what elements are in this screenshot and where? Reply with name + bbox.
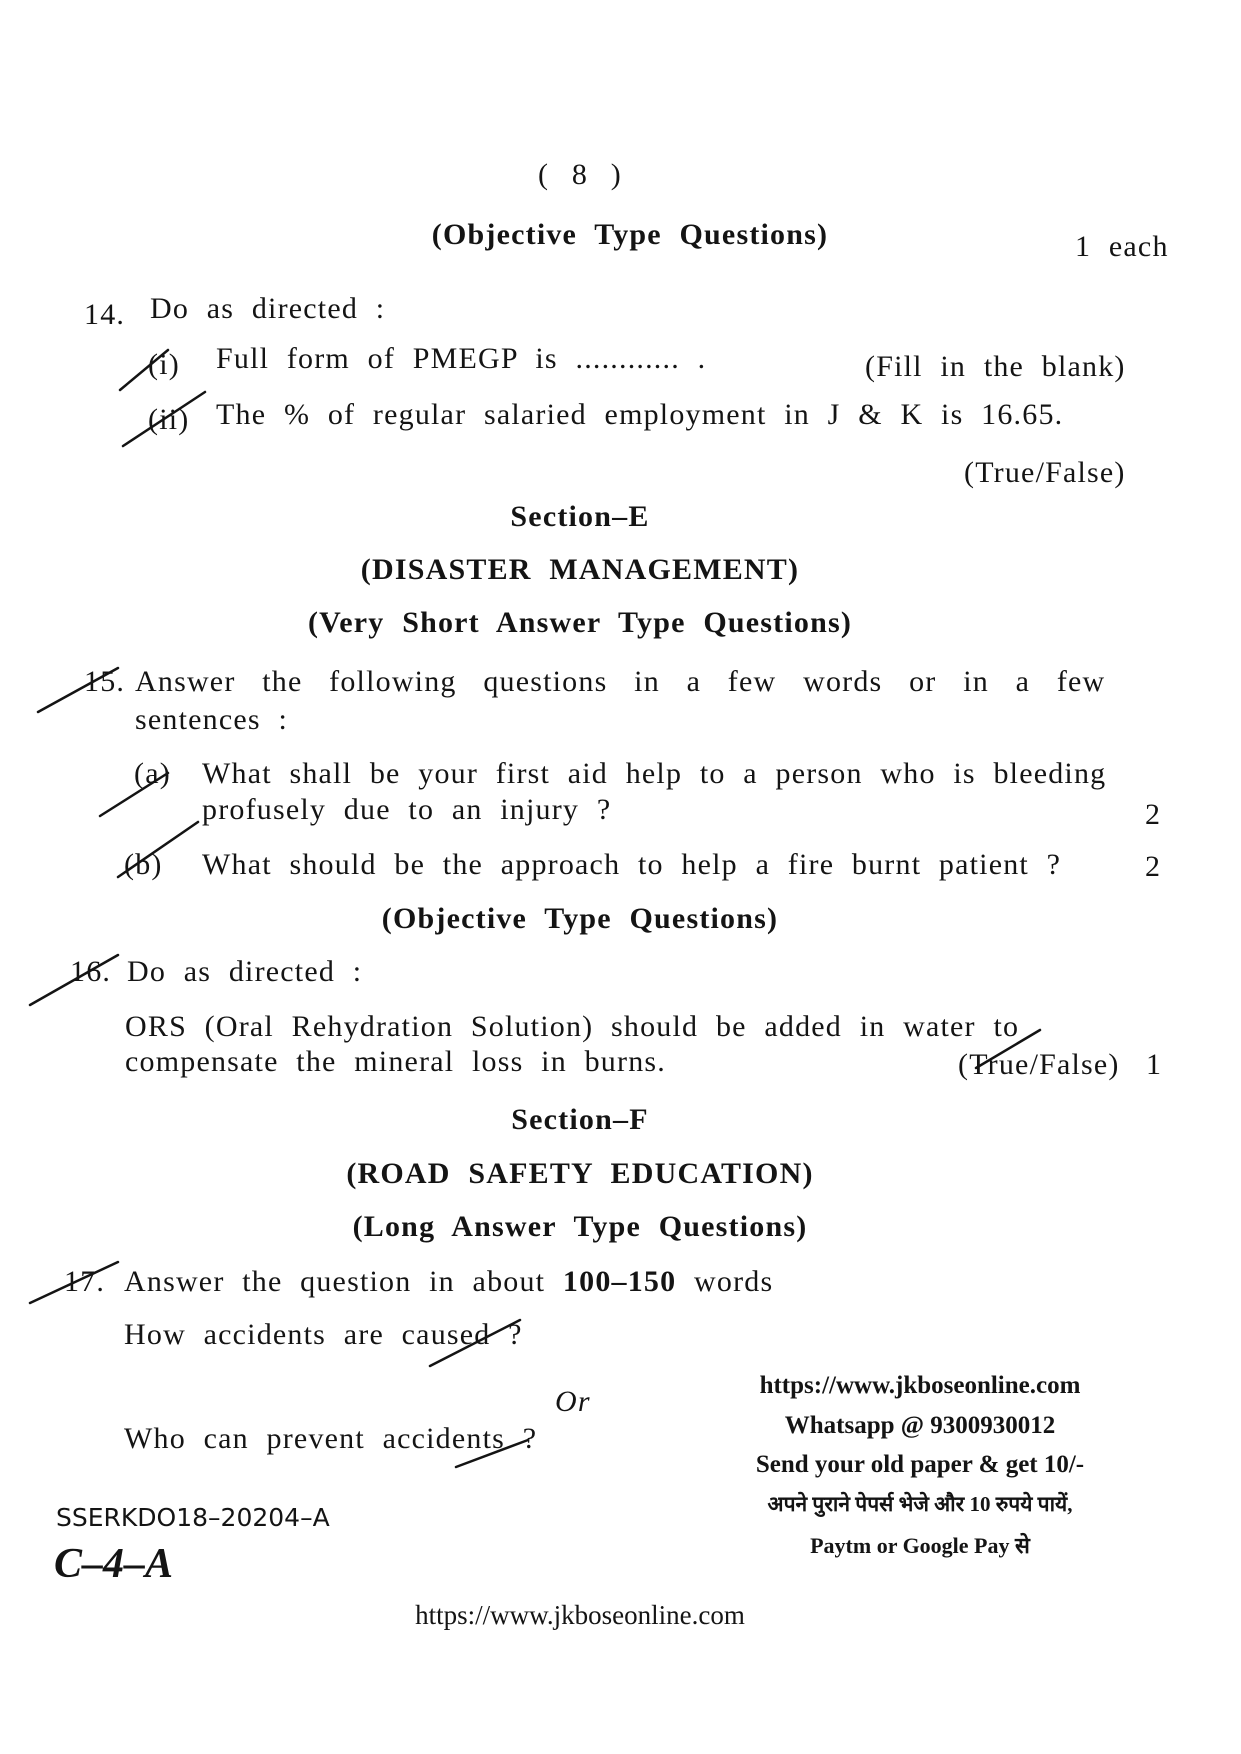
q17-or: Or bbox=[555, 1385, 591, 1418]
q14-ii-text: The % of regular salaried employment in J & K is 16.65. bbox=[216, 398, 1064, 431]
promo-payment: Paytm or Google Pay से bbox=[810, 1533, 1030, 1558]
q15-a-line1: What shall be your first aid help to a person who is bleeding bbox=[202, 757, 1107, 790]
q15-a-line2: profusely due to an injury ? bbox=[202, 793, 612, 826]
q15-a-label: (a) bbox=[134, 757, 171, 790]
q16-marks: 1 bbox=[1146, 1048, 1163, 1081]
q14-number: 14. bbox=[84, 298, 126, 331]
q16-line1: ORS (Oral Rehydration Solution) should be added in water to bbox=[125, 1010, 1020, 1043]
q17-prompt bbox=[124, 1265, 773, 1299]
q15-b-marks: 2 bbox=[1145, 850, 1162, 883]
marks-1-each: 1 each bbox=[1075, 230, 1169, 263]
promo-hindi: अपने पुराने पेपर्स भेजे और 10 रुपये पायें, bbox=[767, 1492, 1073, 1516]
q16-type: (True/False) bbox=[958, 1048, 1120, 1081]
section-e-subject: (DISASTER MANAGEMENT) bbox=[360, 553, 800, 586]
q17-number: 17. bbox=[64, 1265, 106, 1298]
section-e-title: Section–E bbox=[510, 500, 650, 533]
q14-ii-label: (ii) bbox=[148, 403, 190, 436]
paper-code: SSERKDO18–20204–A bbox=[56, 1503, 330, 1532]
q15-number: 15. bbox=[84, 665, 126, 698]
section-f-title: Section–F bbox=[511, 1103, 649, 1136]
q17-question: How accidents are caused ? bbox=[124, 1318, 523, 1351]
q15-prompt-line2: sentences : bbox=[135, 703, 288, 736]
footer-url: https://www.jkboseonline.com bbox=[415, 1600, 745, 1630]
paper-set: C–4–A bbox=[54, 1541, 174, 1587]
q14-i-label: (i) bbox=[148, 348, 180, 381]
page-number: ( 8 ) bbox=[538, 158, 622, 191]
promo-offer: Send your old paper & get 10/- bbox=[755, 1451, 1085, 1478]
section-f-subject: (ROAD SAFETY EDUCATION) bbox=[346, 1157, 814, 1190]
q17-alternative: Who can prevent accidents ? bbox=[124, 1422, 538, 1455]
q17-prompt-before: Answer the question in about bbox=[124, 1265, 546, 1298]
section-e-type-heading: (Very Short Answer Type Questions) bbox=[307, 606, 853, 639]
objective-heading-e: (Objective Type Questions) bbox=[381, 902, 779, 935]
q16-line2: compensate the mineral loss in burns. bbox=[125, 1045, 666, 1078]
q17-prompt-after: words bbox=[694, 1265, 774, 1298]
section-f-type-heading: (Long Answer Type Questions) bbox=[352, 1210, 808, 1243]
q16-number: 16. bbox=[70, 955, 112, 988]
q16-prompt: Do as directed : bbox=[127, 955, 363, 988]
q14-i-text: Full form of PMEGP is ............ . bbox=[216, 342, 707, 375]
q14-ii-type: (True/False) bbox=[964, 456, 1126, 489]
q15-b-label: (b) bbox=[124, 848, 163, 881]
q15-a-marks: 2 bbox=[1145, 798, 1162, 831]
promo-whatsapp: Whatsapp @ 9300930012 bbox=[784, 1412, 1056, 1439]
q14-i-type: (Fill in the blank) bbox=[865, 350, 1126, 383]
objective-heading-d: (Objective Type Questions) bbox=[431, 218, 829, 251]
q15-b-line1: What should be the approach to help a fire burnt patient ? bbox=[202, 848, 1062, 881]
q15-prompt-line1: Answer the following questions in a few words or in a few bbox=[135, 665, 1106, 698]
q14-prompt: Do as directed : bbox=[150, 292, 386, 325]
q17-word-range: 100–150 bbox=[562, 1265, 677, 1298]
promo-url: https://www.jkboseonline.com bbox=[759, 1372, 1081, 1399]
